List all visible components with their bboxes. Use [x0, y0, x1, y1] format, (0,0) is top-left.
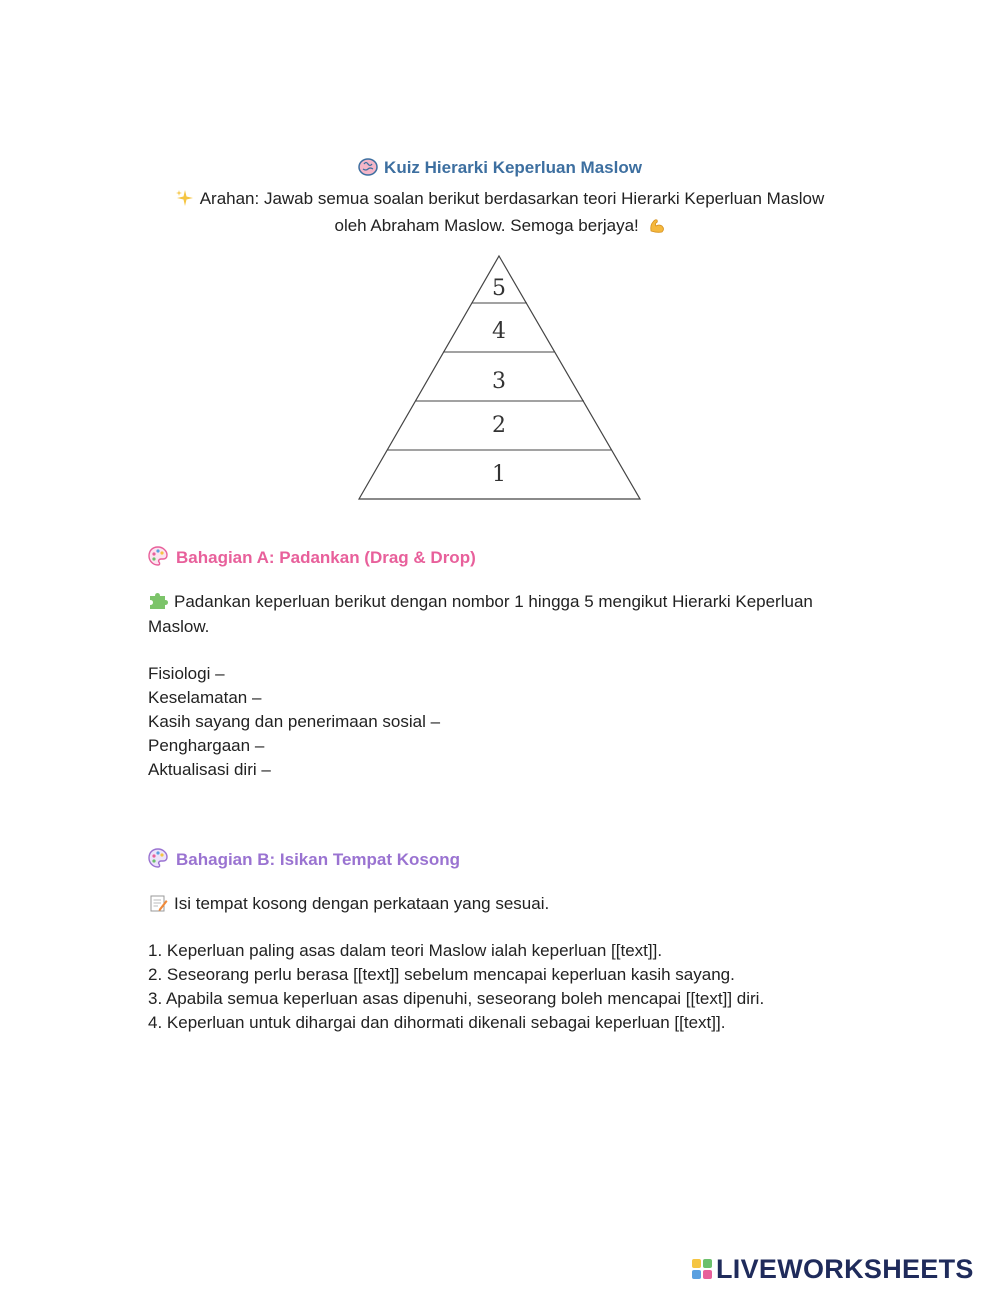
section-b-instruction [148, 891, 868, 916]
title-text: Kuiz Hierarki Keperluan Maslow [384, 158, 642, 177]
logo-blocks-icon [692, 1259, 712, 1279]
page-title [0, 158, 1000, 178]
match-item-aktualisasi[interactable]: Aktualisasi diri – [148, 760, 271, 779]
logo-text: LIVEWORKSHEETS [716, 1253, 974, 1284]
palette-icon [148, 546, 168, 571]
pyramid-level-3: 3 [492, 369, 506, 394]
pyramid-level-4: 4 [492, 319, 506, 344]
sparkles-icon [176, 185, 194, 212]
section-b-instruction-text: Isi tempat kosong dengan perkataan yang sesuai. [174, 894, 550, 913]
fill-blank-list [148, 939, 764, 1035]
flexed-biceps-icon [648, 212, 666, 239]
liveworksheets-logo [692, 1253, 974, 1285]
palette-icon [148, 848, 168, 873]
brain-icon [358, 158, 378, 178]
blank-question-4[interactable]: 4. Keperluan untuk dihargai dan dihormati dikenali sebagai keperluan [[text]]. [148, 1013, 726, 1032]
section-b-heading [148, 848, 460, 873]
pyramid-level-5: 5 [492, 276, 506, 301]
intro-line-2: oleh Abraham Maslow. Semoga berjaya! [334, 216, 639, 235]
section-b-title: Bahagian B: Isikan Tempat Kosong [176, 850, 461, 869]
pyramid-level-1: 1 [492, 462, 506, 487]
match-item-kasih-sayang[interactable]: Kasih sayang dan penerimaan sosial – [148, 712, 441, 731]
blank-question-3[interactable]: 3. Apabila semua keperluan asas dipenuhi, seseorang boleh mencapai [[text]] diri. [148, 989, 765, 1008]
section-a-title: Bahagian A: Padankan (Drag & Drop) [176, 548, 476, 567]
intro-text [150, 185, 850, 239]
puzzle-piece-icon [148, 589, 168, 614]
section-a-instruction-text: Padankan keperluan berikut dengan nombor 1 hingga 5 mengikut Hierarki Keperluan Maslow. [148, 592, 813, 636]
section-a-heading [148, 546, 476, 571]
matching-list [148, 662, 440, 782]
match-item-keselamatan[interactable]: Keselamatan – [148, 688, 262, 707]
memo-icon [148, 891, 168, 916]
blank-question-2[interactable]: 2. Seseorang perlu berasa [[text]] sebelum mencapai keperluan kasih sayang. [148, 965, 735, 984]
match-item-fisiologi[interactable]: Fisiologi – [148, 664, 225, 683]
maslow-pyramid [356, 252, 644, 504]
match-item-penghargaan[interactable]: Penghargaan – [148, 736, 265, 755]
blank-question-1[interactable]: 1. Keperluan paling asas dalam teori Maslow ialah keperluan [[text]]. [148, 941, 663, 960]
intro-line-1: Arahan: Jawab semua soalan berikut berdasarkan teori Hierarki Keperluan Maslow [199, 189, 825, 208]
pyramid-level-2: 2 [492, 413, 506, 438]
section-a-instruction [148, 589, 868, 639]
